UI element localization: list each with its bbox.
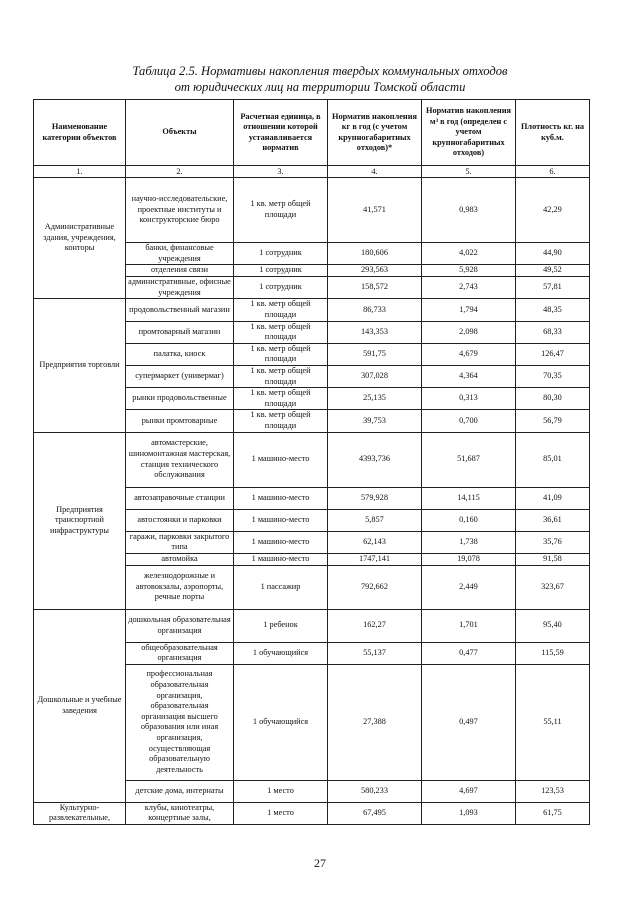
unit-cell: 1 машино-место [234, 531, 328, 553]
density-cell: 123,53 [516, 780, 590, 802]
m3-cell: 14,115 [422, 487, 516, 509]
density-cell: 91,58 [516, 553, 590, 565]
object-cell: общеобразовательная организация [126, 642, 234, 664]
m3-cell: 1,701 [422, 609, 516, 642]
unit-cell: 1 машино-место [234, 509, 328, 531]
object-cell: автозаправочные станции [126, 487, 234, 509]
object-cell: автомойка [126, 553, 234, 565]
object-cell: промтоварный магазин [126, 321, 234, 343]
unit-cell: 1 кв. метр общей площади [234, 321, 328, 343]
density-cell: 36,61 [516, 509, 590, 531]
object-cell: рынки промтоварные [126, 410, 234, 432]
object-cell: научно-исследовательские, проектные институты и конструкторские бюро [126, 178, 234, 243]
object-cell: рынки продовольственные [126, 388, 234, 410]
unit-cell: 1 кв. метр общей площади [234, 343, 328, 365]
object-cell: палатка, киоск [126, 343, 234, 365]
unit-cell: 1 кв. метр общей площади [234, 365, 328, 387]
unit-cell: 1 кв. метр общей площади [234, 410, 328, 432]
caption-line-1: Таблица 2.5. Нормативы накопления твердых коммунальных отходов [132, 64, 508, 78]
header-density: Плотность кг. на куб.м. [516, 100, 590, 166]
m3-cell: 0,497 [422, 664, 516, 780]
object-cell: клубы, кинотеатры, концертные залы, [126, 802, 234, 824]
header-m3: Норматив накопления м³ в год (определен с учетом крупногабаритных отходов) [422, 100, 516, 166]
kg-cell: 5,857 [328, 509, 422, 531]
m3-cell: 0,313 [422, 388, 516, 410]
m3-cell: 4,364 [422, 365, 516, 387]
density-cell: 56,79 [516, 410, 590, 432]
unit-cell: 1 место [234, 802, 328, 824]
unit-cell: 1 машино-место [234, 553, 328, 565]
unit-cell: 1 обучающийся [234, 664, 328, 780]
page-number: 27 [314, 856, 326, 870]
density-cell: 42,29 [516, 178, 590, 243]
object-cell: отделения связи [126, 265, 234, 277]
kg-cell: 55,137 [328, 642, 422, 664]
density-cell: 323,67 [516, 565, 590, 609]
density-cell: 126,47 [516, 343, 590, 365]
table-row [34, 609, 590, 642]
kg-cell: 67,495 [328, 802, 422, 824]
object-cell: гаражи, парковки закрытого типа [126, 531, 234, 553]
unit-cell: 1 ребенок [234, 609, 328, 642]
density-cell: 57,81 [516, 277, 590, 299]
object-cell: банки, финансовые учреждения [126, 243, 234, 265]
unit-cell: 1 кв. метр общей площади [234, 299, 328, 321]
header-row [34, 100, 590, 166]
table-row [34, 178, 590, 243]
kg-cell: 39,753 [328, 410, 422, 432]
category-cell: Предприятия торговли [34, 299, 126, 432]
kg-cell: 579,928 [328, 487, 422, 509]
m3-cell: 0,477 [422, 642, 516, 664]
object-cell: дошкольная образовательная организация [126, 609, 234, 642]
kg-cell: 41,571 [328, 178, 422, 243]
m3-cell: 0,700 [422, 410, 516, 432]
m3-cell: 1,738 [422, 531, 516, 553]
density-cell: 68,33 [516, 321, 590, 343]
kg-cell: 162,27 [328, 609, 422, 642]
kg-cell: 86,733 [328, 299, 422, 321]
category-cell: Дошкольные и учебные заведения [34, 609, 126, 802]
header-unit: Расчетная единица, в отношении которой устанавливается норматив [234, 100, 328, 166]
table-row [34, 432, 590, 487]
m3-cell: 4,679 [422, 343, 516, 365]
density-cell: 115,59 [516, 642, 590, 664]
unit-cell: 1 сотрудник [234, 277, 328, 299]
m3-cell: 0,160 [422, 509, 516, 531]
object-cell: автомастерские, шиномонтажная мастерская, станция технического обслуживания [126, 432, 234, 487]
unit-cell: 1 машино-место [234, 487, 328, 509]
object-cell: супермаркет (универмаг) [126, 365, 234, 387]
col-number: 1. [34, 166, 126, 178]
object-cell: профессиональная образовательная организация, образовательная организация высшего образования или иная организация, осуществляющая образовательную деятельность [126, 664, 234, 780]
table-caption [0, 63, 640, 95]
m3-cell: 5,928 [422, 265, 516, 277]
category-cell: Предприятия транспортной инфраструктуры [34, 432, 126, 609]
density-cell: 85,01 [516, 432, 590, 487]
density-cell: 80,30 [516, 388, 590, 410]
unit-cell: 1 место [234, 780, 328, 802]
m3-cell: 0,983 [422, 178, 516, 243]
kg-cell: 4393,736 [328, 432, 422, 487]
density-cell: 48,35 [516, 299, 590, 321]
category-cell: Культурно-развлекательные, [34, 802, 126, 824]
m3-cell: 2,098 [422, 321, 516, 343]
unit-cell: 1 кв. метр общей площади [234, 388, 328, 410]
m3-cell: 2,743 [422, 277, 516, 299]
col-number: 5. [422, 166, 516, 178]
unit-cell: 1 кв. метр общей площади [234, 178, 328, 243]
density-cell: 35,76 [516, 531, 590, 553]
kg-cell: 307,028 [328, 365, 422, 387]
kg-cell: 62,143 [328, 531, 422, 553]
unit-cell: 1 сотрудник [234, 243, 328, 265]
kg-cell: 792,662 [328, 565, 422, 609]
object-cell: административные, офисные учреждения [126, 277, 234, 299]
col-number: 2. [126, 166, 234, 178]
header-objects: Объекты [126, 100, 234, 166]
kg-cell: 25,135 [328, 388, 422, 410]
kg-cell: 580,233 [328, 780, 422, 802]
object-cell: автостоянки и парковки [126, 509, 234, 531]
density-cell: 61,75 [516, 802, 590, 824]
column-numbers-row [34, 166, 590, 178]
unit-cell: 1 пассажир [234, 565, 328, 609]
category-cell: Административные здания, учреждения, конторы [34, 178, 126, 299]
density-cell: 49,52 [516, 265, 590, 277]
col-number: 6. [516, 166, 590, 178]
header-kg: Норматив накопления кг в год (с учетом крупногабаритных отходов)* [328, 100, 422, 166]
density-cell: 55,11 [516, 664, 590, 780]
m3-cell: 1,794 [422, 299, 516, 321]
density-cell: 95,40 [516, 609, 590, 642]
density-cell: 44,90 [516, 243, 590, 265]
m3-cell: 4,697 [422, 780, 516, 802]
m3-cell: 51,687 [422, 432, 516, 487]
kg-cell: 591,75 [328, 343, 422, 365]
header-category: Наименование категории объектов [34, 100, 126, 166]
m3-cell: 1,093 [422, 802, 516, 824]
unit-cell: 1 сотрудник [234, 265, 328, 277]
m3-cell: 19,078 [422, 553, 516, 565]
table-row [34, 299, 590, 321]
caption-line-2: от юридических лиц на территории Томской области [174, 80, 466, 94]
m3-cell: 2,449 [422, 565, 516, 609]
col-number: 3. [234, 166, 328, 178]
object-cell: продовольственный магазин [126, 299, 234, 321]
kg-cell: 1747,141 [328, 553, 422, 565]
norms-table [33, 99, 590, 825]
kg-cell: 27,388 [328, 664, 422, 780]
unit-cell: 1 обучающийся [234, 642, 328, 664]
object-cell: детские дома, интернаты [126, 780, 234, 802]
m3-cell: 4,022 [422, 243, 516, 265]
object-cell: железнодорожные и автовокзалы, аэропорты, речные порты [126, 565, 234, 609]
density-cell: 41,09 [516, 487, 590, 509]
density-cell: 70,35 [516, 365, 590, 387]
kg-cell: 143,353 [328, 321, 422, 343]
kg-cell: 293,563 [328, 265, 422, 277]
kg-cell: 180,606 [328, 243, 422, 265]
col-number: 4. [328, 166, 422, 178]
table-row [34, 802, 590, 824]
unit-cell: 1 машино-место [234, 432, 328, 487]
kg-cell: 158,572 [328, 277, 422, 299]
